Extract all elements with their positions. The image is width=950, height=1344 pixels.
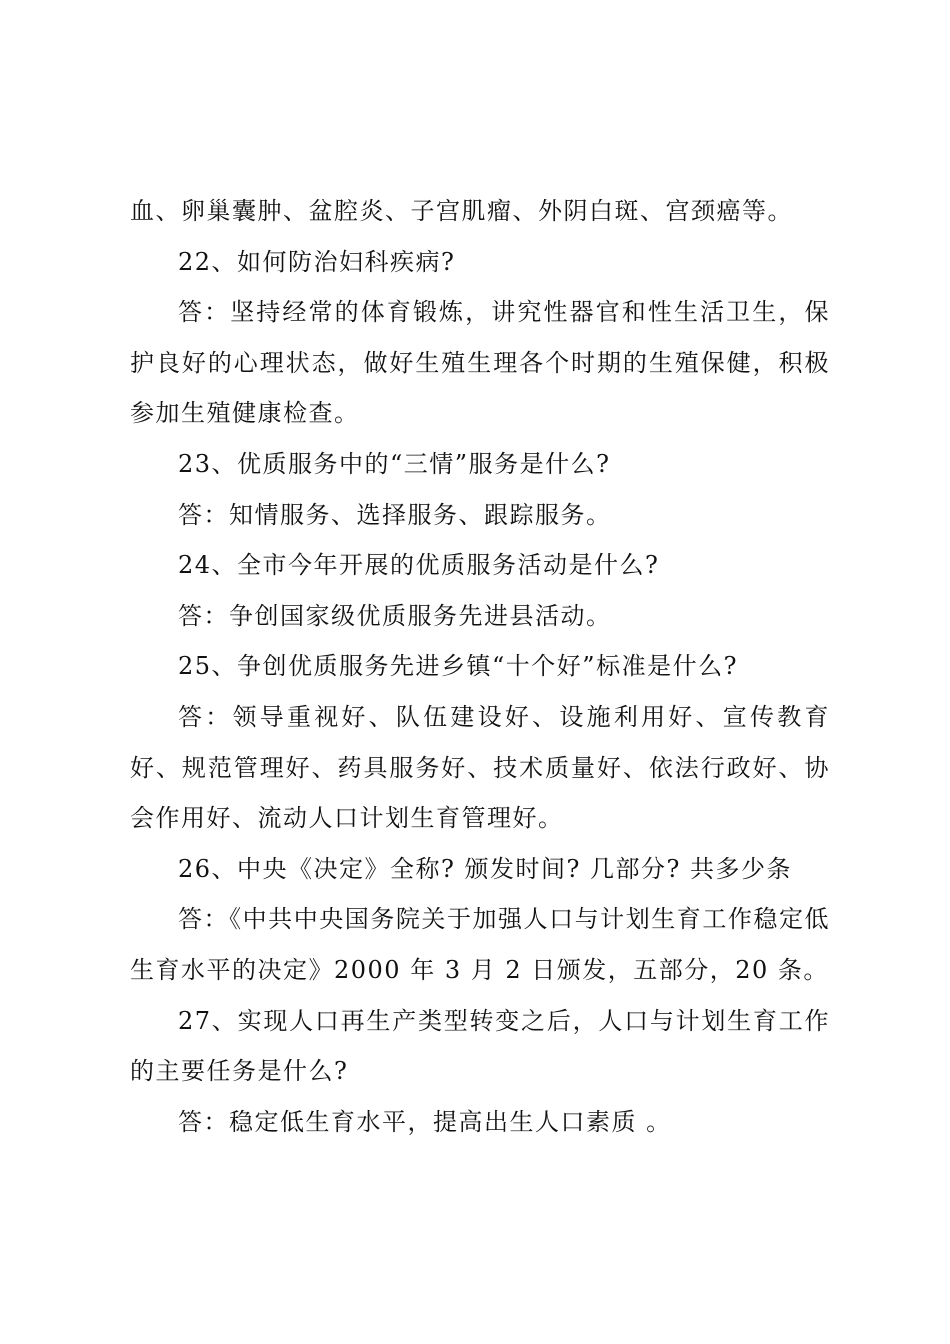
question-22: 22、如何防治妇科疾病? bbox=[178, 247, 456, 276]
document-body bbox=[130, 186, 830, 1147]
answer-22: 答：坚持经常的体育锻炼，讲究性器官和性生活卫生，保护良好的心理状态，做好生殖生理各个时期的生殖保健，积极参加生殖健康检查。 bbox=[130, 298, 830, 428]
answer-27: 答：稳定低生育水平，提高出生人口素质 。 bbox=[178, 1107, 672, 1136]
answer-24: 答：争创国家级优质服务先进县活动。 bbox=[178, 601, 612, 630]
answer-25: 答：领导重视好、队伍建设好、设施利用好、宣传教育好、规范管理好、药具服务好、技术质量好、依法行政好、协会作用好、流动人口计划生育管理好。 bbox=[130, 702, 830, 833]
answer-23: 答：知情服务、选择服务、跟踪服务。 bbox=[178, 500, 612, 529]
question-23: 23、优质服务中的“三情”服务是什么? bbox=[178, 449, 611, 478]
answer-26: 答：《中共中央国务院关于加强人口与计划生育工作稳定低生育水平的决定》2000 年 3 月 2 日颁发，五部分，20 条。 bbox=[130, 905, 830, 984]
question-25: 25、争创优质服务先进乡镇“十个好”标准是什么? bbox=[178, 652, 738, 681]
question-24: 24、全市今年开展的优质服务活动是什么? bbox=[178, 551, 660, 580]
question-27: 27、实现人口再生产类型转变之后，人口与计划生育工作的主要任务是什么? bbox=[130, 1006, 830, 1086]
question-26: 26、中央《决定》全称? 颁发时间? 几部分? 共多少条 bbox=[178, 854, 793, 883]
paragraph-continuation: 血、卵巢囊肿、盆腔炎、子宫肌瘤、外阴白斑、宫颈癌等。 bbox=[130, 197, 793, 225]
